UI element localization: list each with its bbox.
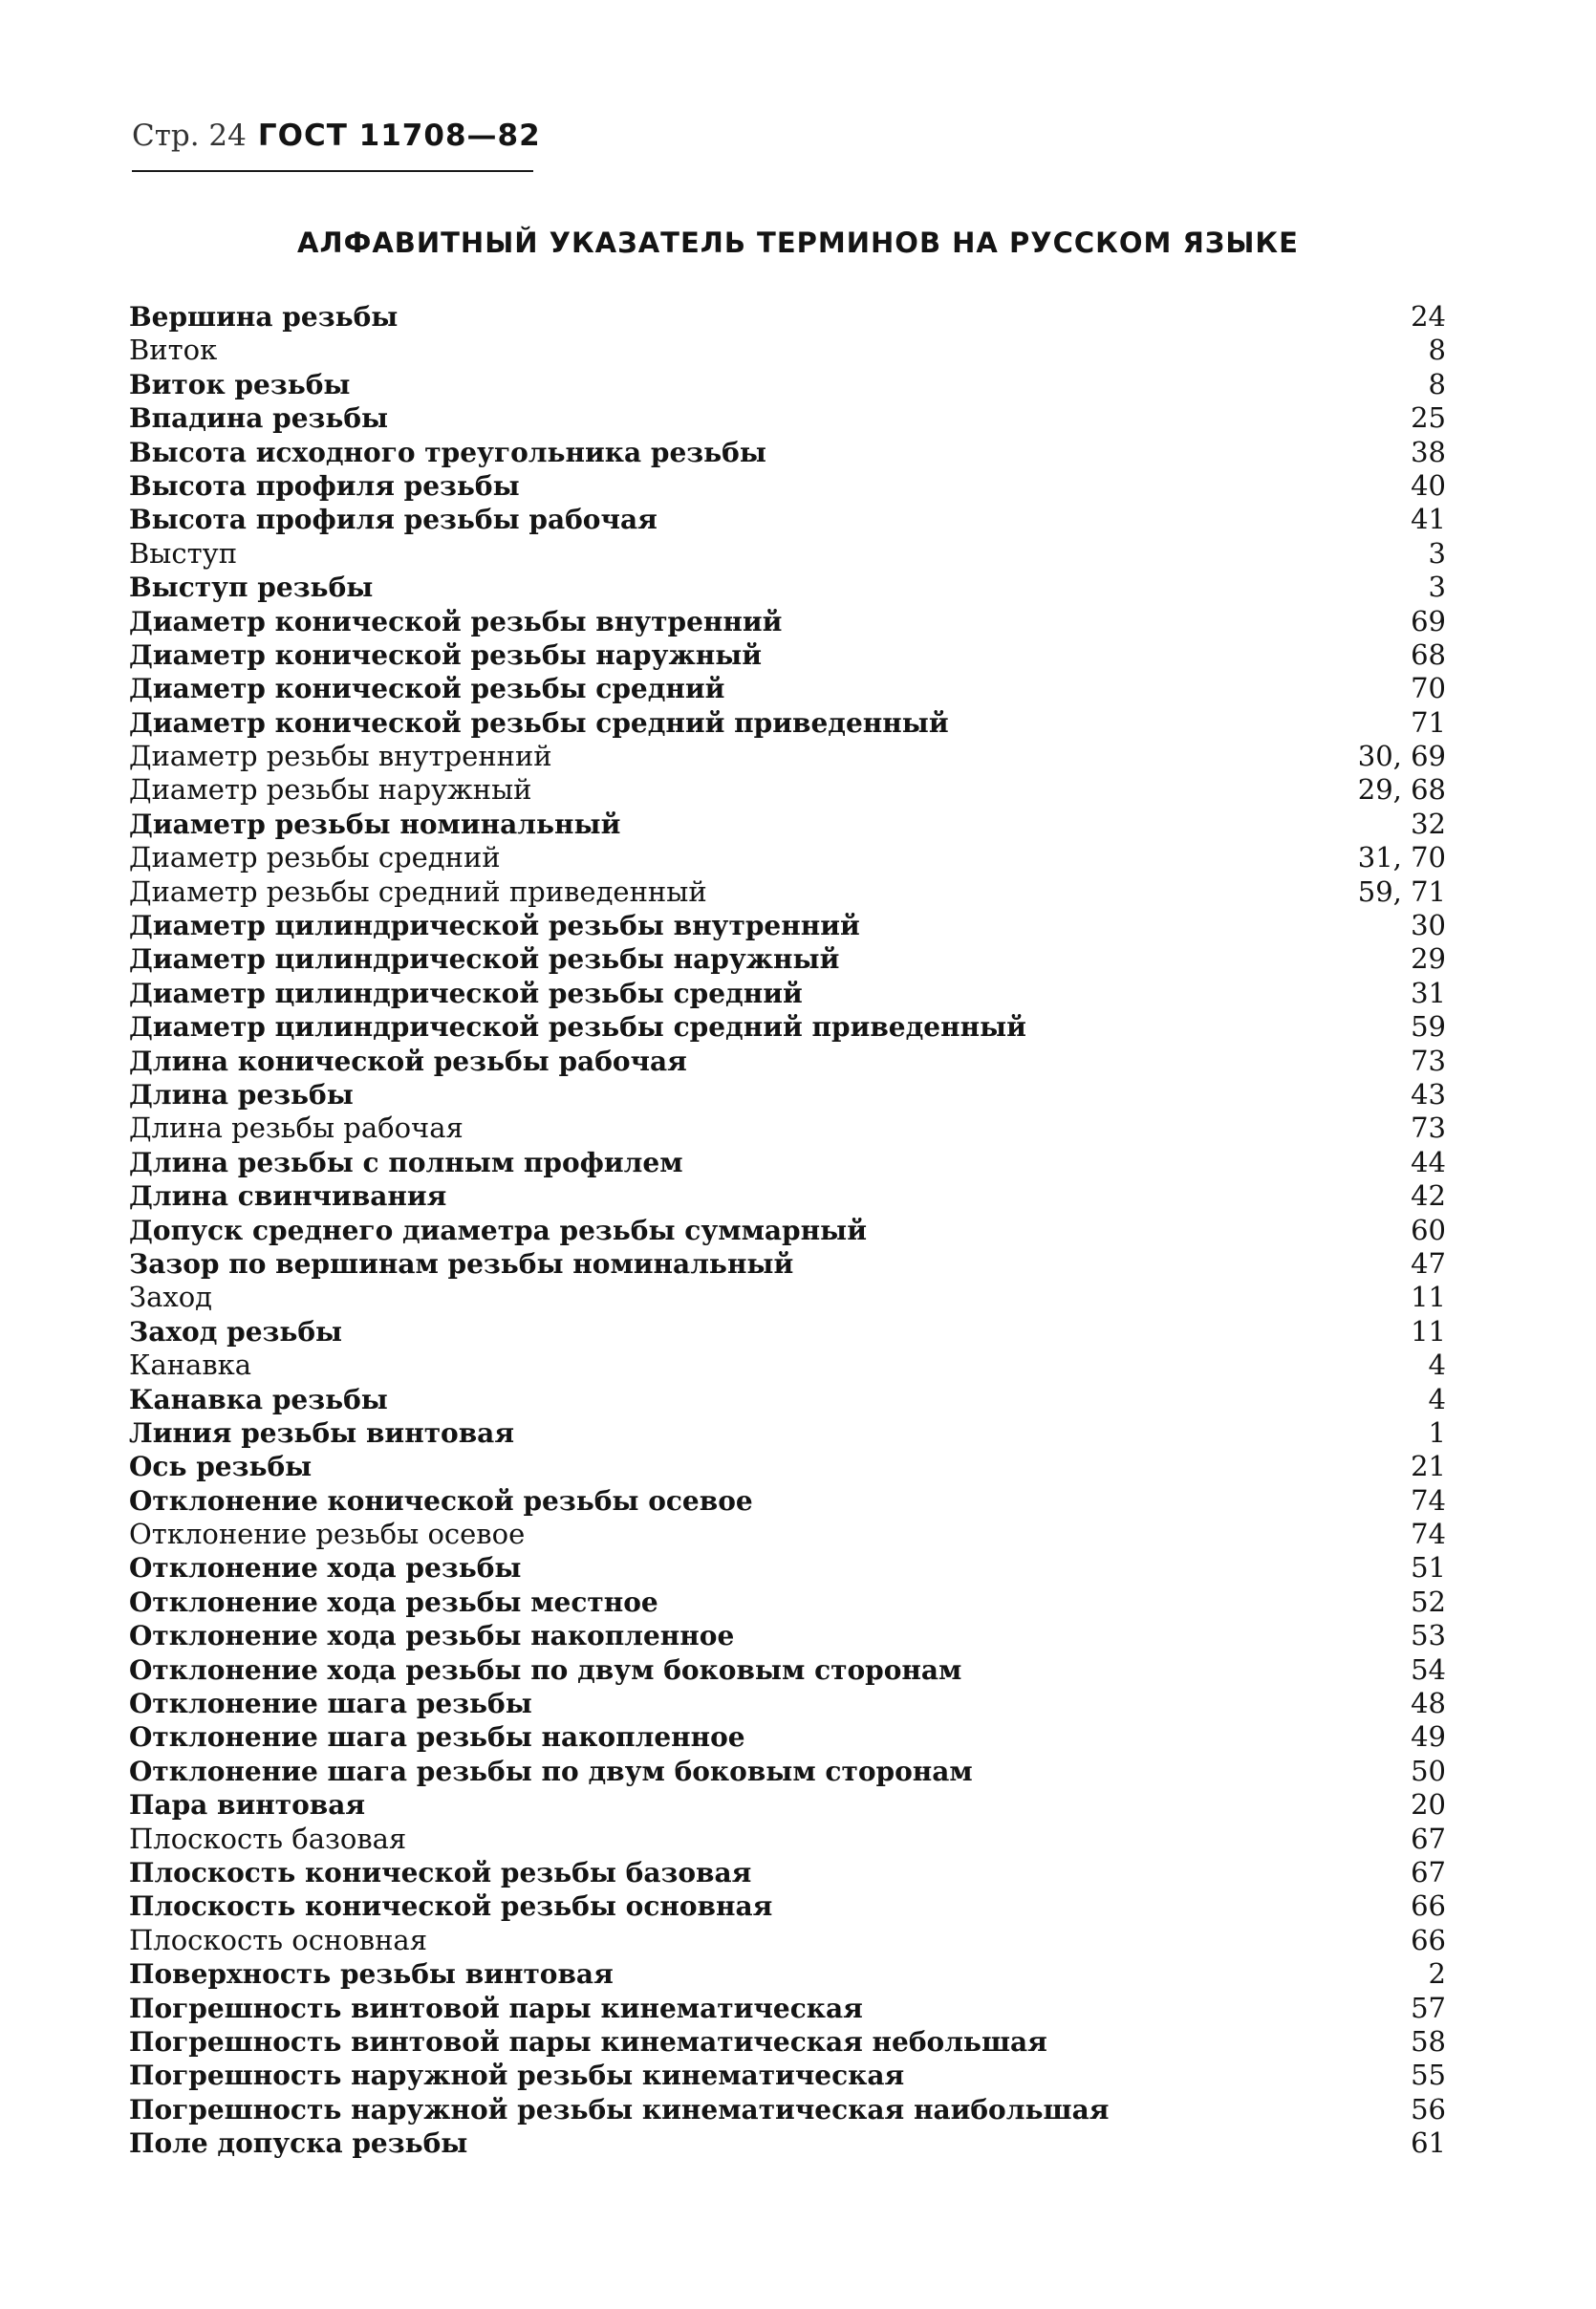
index-page-number: 70 bbox=[1411, 672, 1446, 705]
index-entry bbox=[129, 706, 1448, 740]
index-term: Плоскость конической резьбы основная bbox=[129, 1890, 773, 1923]
index-page-number: 8 bbox=[1428, 367, 1446, 400]
index-entry bbox=[129, 503, 1448, 536]
index-page-number: 11 bbox=[1411, 1314, 1446, 1348]
index-entry bbox=[129, 740, 1448, 773]
index-page-number: 51 bbox=[1411, 1551, 1446, 1585]
index-term: Длина резьбы рабочая bbox=[129, 1111, 464, 1145]
index-term: Канавка bbox=[129, 1349, 252, 1382]
index-page-number: 67 bbox=[1411, 1855, 1446, 1888]
index-entry bbox=[129, 1653, 1448, 1687]
index-entry bbox=[129, 977, 1448, 1010]
standard-designation: ГОСТ 11708—82 bbox=[257, 119, 541, 153]
index-page-number: 47 bbox=[1411, 1246, 1446, 1280]
index-page-number: 43 bbox=[1411, 1077, 1446, 1111]
index-entry bbox=[129, 1586, 1448, 1619]
index-entry bbox=[129, 401, 1448, 435]
index-term: Заход bbox=[129, 1281, 213, 1314]
index-term: Погрешность винтовой пары кинематическая bbox=[129, 1992, 863, 2024]
index-term: Линия резьбы винтовая bbox=[129, 1416, 515, 1449]
index-page-number: 3 bbox=[1428, 571, 1446, 604]
index-page-number: 61 bbox=[1411, 2126, 1446, 2160]
index-entry bbox=[129, 436, 1448, 469]
index-term: Плоскость базовая bbox=[129, 1822, 407, 1855]
index-term: Отклонение конической резьбы осевое bbox=[129, 1484, 753, 1517]
index-term: Диаметр резьбы средний приведенный bbox=[129, 874, 707, 908]
index-term: Длина резьбы с полным профилем bbox=[129, 1146, 683, 1178]
index-term: Допуск среднего диаметра резьбы суммарный bbox=[129, 1214, 867, 1246]
index-page-number: 4 bbox=[1428, 1349, 1446, 1382]
index-term: Диаметр цилиндрической резьбы средний приведенный bbox=[129, 1011, 1026, 1044]
index-page-number: 68 bbox=[1411, 637, 1446, 671]
index-term: Выступ резьбы bbox=[129, 572, 374, 604]
index-page-number: 56 bbox=[1411, 2092, 1446, 2126]
index-page-number: 20 bbox=[1411, 1788, 1446, 1822]
index-page-number: 40 bbox=[1411, 468, 1446, 502]
index-entry bbox=[129, 841, 1448, 874]
index-page-number: 53 bbox=[1411, 1619, 1446, 1652]
index-page-number: 71 bbox=[1411, 705, 1446, 739]
index-entry bbox=[129, 1856, 1448, 1889]
index-entry bbox=[129, 942, 1448, 976]
index-page-number: 73 bbox=[1411, 1111, 1446, 1145]
index-entry bbox=[129, 1720, 1448, 1754]
index-page-number: 48 bbox=[1411, 1687, 1446, 1720]
index-term: Отклонение хода резьбы bbox=[129, 1552, 522, 1585]
index-entry bbox=[129, 1349, 1448, 1382]
index-page-number: 67 bbox=[1411, 1822, 1446, 1855]
header-rule bbox=[132, 170, 533, 172]
index-entry bbox=[129, 1957, 1448, 1991]
index-term: Отклонение шага резьбы накопленное bbox=[129, 1721, 745, 1754]
index-entry bbox=[129, 605, 1448, 638]
index-entry bbox=[129, 1010, 1448, 1044]
index-term: Диаметр резьбы внутренний bbox=[129, 740, 552, 773]
index-page-number: 29, 68 bbox=[1357, 773, 1446, 807]
index-term: Диаметр конической резьбы средний приведенный bbox=[129, 706, 949, 739]
index-entry bbox=[129, 1687, 1448, 1720]
index-entry bbox=[129, 909, 1448, 942]
index-page-number: 24 bbox=[1411, 300, 1446, 333]
index-entry bbox=[129, 672, 1448, 705]
index-page-number: 31, 70 bbox=[1357, 841, 1446, 874]
index-term: Отклонение хода резьбы по двум боковым сторонам bbox=[129, 1653, 962, 1686]
index-page-number: 42 bbox=[1411, 1179, 1446, 1213]
index-page-number: 44 bbox=[1411, 1145, 1446, 1178]
index-entry bbox=[129, 1247, 1448, 1281]
index-page-number: 30 bbox=[1411, 909, 1446, 942]
index-page-number: 1 bbox=[1428, 1415, 1446, 1449]
index-entry bbox=[129, 2025, 1448, 2059]
index-page-number: 55 bbox=[1411, 2059, 1446, 2092]
index-term: Виток резьбы bbox=[129, 368, 351, 400]
index-page-number: 38 bbox=[1411, 435, 1446, 468]
index-page-number: 41 bbox=[1411, 503, 1446, 536]
index-term: Впадина резьбы bbox=[129, 402, 389, 435]
index-entry bbox=[129, 469, 1448, 503]
index-entry bbox=[129, 1383, 1448, 1416]
index-entry bbox=[129, 1992, 1448, 2025]
index-entry bbox=[129, 875, 1448, 909]
index-term: Отклонение хода резьбы накопленное bbox=[129, 1620, 735, 1652]
index-term: Виток bbox=[129, 334, 218, 367]
index-term: Длина свинчивания bbox=[129, 1180, 447, 1213]
index-page-number: 8 bbox=[1428, 334, 1446, 367]
index-entry bbox=[129, 1111, 1448, 1145]
index-term: Диаметр резьбы наружный bbox=[129, 773, 532, 807]
index-page-number: 49 bbox=[1411, 1720, 1446, 1754]
index-term: Плоскость конической резьбы базовая bbox=[129, 1856, 752, 1888]
index-term: Диаметр резьбы номинальный bbox=[129, 808, 621, 840]
index-entry bbox=[129, 334, 1448, 367]
index-entry bbox=[129, 1619, 1448, 1652]
index-entry bbox=[129, 1889, 1448, 1923]
index-page-number: 3 bbox=[1428, 536, 1446, 570]
index-term: Выступ bbox=[129, 536, 238, 570]
index-term: Диаметр цилиндрической резьбы внутренний bbox=[129, 910, 860, 942]
index-term: Поле допуска резьбы bbox=[129, 2127, 468, 2160]
index-entry bbox=[129, 537, 1448, 571]
index-term: Отклонение хода резьбы местное bbox=[129, 1586, 658, 1618]
index-entry bbox=[129, 2059, 1448, 2092]
index-page-number: 32 bbox=[1411, 807, 1446, 840]
index-page-number: 29 bbox=[1411, 942, 1446, 976]
index-term: Поверхность резьбы винтовая bbox=[129, 1958, 614, 1991]
index-entry bbox=[129, 1551, 1448, 1585]
index-entry bbox=[129, 368, 1448, 401]
index-entry bbox=[129, 638, 1448, 672]
index-page-number: 4 bbox=[1428, 1382, 1446, 1415]
index-entry bbox=[129, 1788, 1448, 1822]
index-page-number: 66 bbox=[1411, 1889, 1446, 1923]
index-entry bbox=[129, 1450, 1448, 1483]
index-page-number: 59, 71 bbox=[1357, 874, 1446, 908]
index-term: Пара винтовая bbox=[129, 1789, 366, 1822]
index-entry bbox=[129, 2126, 1448, 2160]
index-entry bbox=[129, 1214, 1448, 1247]
index-entry bbox=[129, 1823, 1448, 1856]
index-term: Диаметр конической резьбы наружный bbox=[129, 638, 763, 671]
index-term: Высота профиля резьбы рабочая bbox=[129, 504, 658, 536]
index-term: Высота профиля резьбы bbox=[129, 469, 520, 502]
index-term: Диаметр цилиндрической резьбы наружный bbox=[129, 943, 840, 976]
index-page-number: 21 bbox=[1411, 1450, 1446, 1483]
index-page-number: 73 bbox=[1411, 1044, 1446, 1077]
index-term: Диаметр цилиндрической резьбы средний bbox=[129, 977, 803, 1009]
index-entry bbox=[129, 808, 1448, 841]
index-title: АЛФАВИТНЫЙ УКАЗАТЕЛЬ ТЕРМИНОВ НА РУССКОМ ЯЗЫКЕ bbox=[297, 227, 1299, 259]
index-page-number: 25 bbox=[1411, 401, 1446, 435]
index-term: Отклонение шага резьбы bbox=[129, 1688, 532, 1720]
index-entry bbox=[129, 1315, 1448, 1349]
index-entry bbox=[129, 300, 1448, 334]
index-entry bbox=[129, 1281, 1448, 1314]
index-entry bbox=[129, 1518, 1448, 1551]
index-term: Диаметр резьбы средний bbox=[129, 841, 501, 874]
index-page-number: 54 bbox=[1411, 1652, 1446, 1686]
index-term: Длина конической резьбы рабочая bbox=[129, 1045, 687, 1077]
page-header bbox=[132, 117, 541, 155]
index-page-number: 50 bbox=[1411, 1754, 1446, 1787]
index-entry bbox=[129, 571, 1448, 604]
index-page-number: 2 bbox=[1428, 1957, 1446, 1991]
term-index-list bbox=[129, 300, 1448, 2160]
index-term: Зазор по вершинам резьбы номинальный bbox=[129, 1247, 794, 1280]
index-page-number: 11 bbox=[1411, 1281, 1446, 1314]
index-term: Длина резьбы bbox=[129, 1078, 354, 1111]
index-entry bbox=[129, 1045, 1448, 1078]
index-page-number: 60 bbox=[1411, 1213, 1446, 1246]
index-term: Высота исходного треугольника резьбы bbox=[129, 436, 766, 468]
index-page-number: 57 bbox=[1411, 1991, 1446, 2024]
index-page-number: 74 bbox=[1411, 1483, 1446, 1517]
index-entry bbox=[129, 773, 1448, 807]
index-page-number: 66 bbox=[1411, 1923, 1446, 1956]
index-page-number: 58 bbox=[1411, 2024, 1446, 2058]
index-term: Диаметр конической резьбы внутренний bbox=[129, 605, 783, 637]
index-term: Ось резьбы bbox=[129, 1451, 313, 1483]
index-term: Погрешность винтовой пары кинематическая небольшая bbox=[129, 2025, 1047, 2058]
index-term: Погрешность наружной резьбы кинематическая bbox=[129, 2060, 905, 2092]
index-term: Отклонение резьбы осевое bbox=[129, 1518, 526, 1551]
page-number: Стр. 24 bbox=[132, 119, 247, 153]
index-entry bbox=[129, 1755, 1448, 1788]
index-entry bbox=[129, 1924, 1448, 1957]
index-page-number: 30, 69 bbox=[1357, 740, 1446, 773]
index-term: Погрешность наружной резьбы кинематическая наибольшая bbox=[129, 2093, 1110, 2126]
index-entry bbox=[129, 1146, 1448, 1179]
index-entry bbox=[129, 1078, 1448, 1111]
index-page-number: 52 bbox=[1411, 1585, 1446, 1618]
index-term: Отклонение шага резьбы по двум боковым сторонам bbox=[129, 1755, 973, 1787]
index-term: Вершина резьбы bbox=[129, 301, 399, 333]
index-term: Заход резьбы bbox=[129, 1315, 343, 1348]
index-entry bbox=[129, 1416, 1448, 1450]
index-entry bbox=[129, 2093, 1448, 2126]
index-entry bbox=[129, 1484, 1448, 1518]
index-page-number: 74 bbox=[1411, 1518, 1446, 1551]
index-entry bbox=[129, 1179, 1448, 1213]
index-term: Канавка резьбы bbox=[129, 1383, 388, 1415]
index-page-number: 59 bbox=[1411, 1010, 1446, 1044]
index-term: Плоскость основная bbox=[129, 1923, 428, 1956]
index-page-number: 69 bbox=[1411, 604, 1446, 637]
index-term: Диаметр конической резьбы средний bbox=[129, 673, 725, 705]
index-page-number: 31 bbox=[1411, 976, 1446, 1009]
